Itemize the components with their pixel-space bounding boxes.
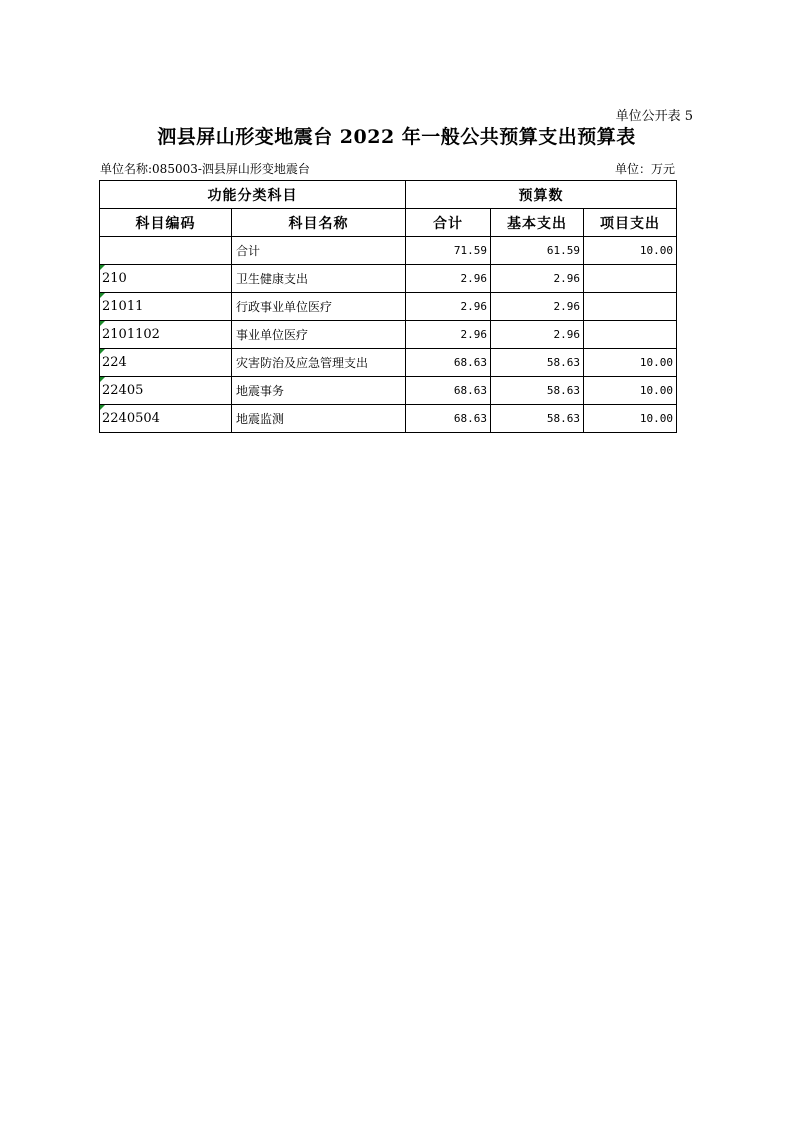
basic-cell: 2.96 <box>491 293 584 321</box>
table-row <box>100 349 677 377</box>
table-row <box>100 321 677 349</box>
header-row-group <box>100 181 677 209</box>
table-row <box>100 265 677 293</box>
page-title: 泗县屏山形变地震台 2022 年一般公共预算支出预算表 <box>157 126 636 148</box>
table-number: 单位公开表 5 <box>615 109 693 124</box>
basic-cell: 2.96 <box>491 265 584 293</box>
header-total: 合计 <box>406 209 491 237</box>
name-cell: 地震事务 <box>232 377 406 405</box>
header-budget-amount: 预算数 <box>406 181 677 209</box>
code-cell: 22405 <box>100 377 232 405</box>
header-project: 项目支出 <box>584 209 677 237</box>
project-cell <box>584 265 677 293</box>
project-cell <box>584 293 677 321</box>
basic-cell: 58.63 <box>491 349 584 377</box>
table-row <box>100 293 677 321</box>
table-row <box>100 377 677 405</box>
total-cell: 68.63 <box>406 349 491 377</box>
code-cell: 21011 <box>100 293 232 321</box>
header-function-classification: 功能分类科目 <box>100 181 406 209</box>
total-cell: 2.96 <box>406 265 491 293</box>
header-name: 科目名称 <box>232 209 406 237</box>
total-cell: 2.96 <box>406 293 491 321</box>
basic-cell: 61.59 <box>491 237 584 265</box>
project-cell: 10.00 <box>584 349 677 377</box>
table-body <box>100 237 677 433</box>
project-cell: 10.00 <box>584 377 677 405</box>
header-row-columns <box>100 209 677 237</box>
unit-label: 单位：万元 <box>614 162 675 176</box>
total-cell: 68.63 <box>406 405 491 433</box>
name-cell: 合计 <box>232 237 406 265</box>
name-cell: 灾害防治及应急管理支出 <box>232 349 406 377</box>
name-cell: 行政事业单位医疗 <box>232 293 406 321</box>
meta-line <box>100 160 675 177</box>
header-basic: 基本支出 <box>491 209 584 237</box>
header-code: 科目编码 <box>100 209 232 237</box>
project-cell: 10.00 <box>584 237 677 265</box>
code-cell: 2240504 <box>100 405 232 433</box>
code-cell: 2101102 <box>100 321 232 349</box>
table-row <box>100 405 677 433</box>
table-row <box>100 237 677 265</box>
project-cell: 10.00 <box>584 405 677 433</box>
code-cell: 224 <box>100 349 232 377</box>
total-cell: 2.96 <box>406 321 491 349</box>
total-cell: 68.63 <box>406 377 491 405</box>
name-cell: 卫生健康支出 <box>232 265 406 293</box>
name-cell: 事业单位医疗 <box>232 321 406 349</box>
total-cell: 71.59 <box>406 237 491 265</box>
code-cell: 210 <box>100 265 232 293</box>
name-cell: 地震监测 <box>232 405 406 433</box>
basic-cell: 58.63 <box>491 405 584 433</box>
project-cell <box>584 321 677 349</box>
basic-cell: 58.63 <box>491 377 584 405</box>
code-cell <box>100 237 232 265</box>
basic-cell: 2.96 <box>491 321 584 349</box>
budget-table <box>99 180 677 433</box>
unit-name: 单位名称:085003-泗县屏山形变地震台 <box>100 162 310 176</box>
